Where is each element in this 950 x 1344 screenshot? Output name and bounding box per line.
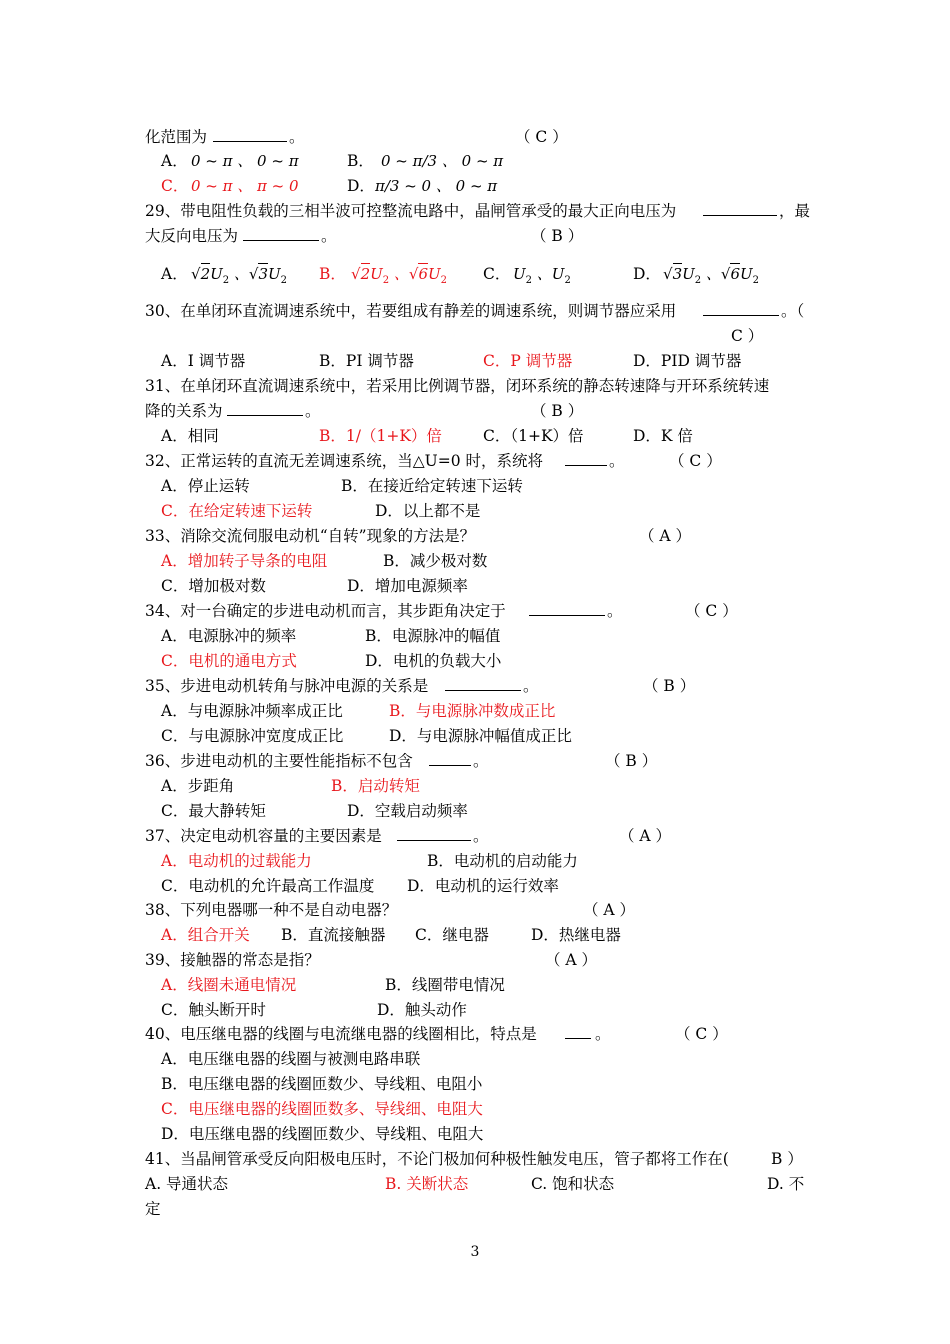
answer-blank [429, 750, 471, 766]
answer-key: （ C ） [669, 452, 722, 470]
question-36-options-cd: C．最大静转矩 D．空载启动频率 [161, 802, 468, 820]
correct-option-label: B． [319, 265, 346, 283]
answer-blank [213, 126, 287, 142]
question-35-options-cd: C．与电源脉冲宽度成正比 D．与电源脉冲幅值成正比 [161, 727, 572, 745]
question-39-stem: 39、接触器的常态是指？ （ A ） [145, 948, 810, 972]
option-b-formula: $√2U_2$ 、$√6U_2$ [351, 265, 448, 286]
question-36-options-ab: A．步距角 B．启动转矩 [145, 774, 810, 798]
question-39-options-cd: C．触头断开时 D．触头动作 [161, 1001, 467, 1019]
question-30-answer-line [145, 324, 810, 348]
answer-key: （ C ） [515, 128, 568, 146]
answer-key: B ） [771, 1150, 803, 1168]
question-31-stem: 31、在单闭环直流调速系统中，若采用比例调节器，闭环系统的静态转速降与开环系统转速 [145, 377, 770, 395]
option-a-formula: $√2U_2$ 、$√3U_2$ [191, 265, 288, 286]
question-39-options-ab: A．线圈未通电情况 B．线圈带电情况 [145, 973, 810, 997]
question-28-options-cd: C． 0 ~ π 、 π ~ 0 D． π/3 ~ 0 、 0 ~ π [145, 174, 810, 198]
question-32-options-cd: C．在给定转速下运转 D．以上都不是 [145, 499, 810, 523]
answer-blank [397, 825, 471, 841]
answer-blank [565, 1023, 591, 1039]
page-number: 3 [470, 1244, 480, 1260]
question-38-options: A．组合开关 B．直流接触器 C．继电器 D．热继电器 [145, 923, 810, 947]
answer-blank [445, 675, 521, 691]
correct-option: C．电机的通电方式 [161, 652, 297, 670]
question-37-options-ab: A．电动机的过载能力 B．电动机的启动能力 [145, 849, 810, 873]
option-d-formula: π/3 ~ 0 、 0 ~ π [375, 177, 498, 195]
question-38-stem: 38、下列电器哪一种不是自动电器？ （ A ） [145, 898, 810, 922]
question-31-options: A．相同 B．1/（1+K）倍 C．（1+K）倍 D．K 倍 [145, 424, 810, 448]
correct-option: C．在给定转速下运转 [161, 502, 313, 520]
correct-option: B. 关断状态 [385, 1175, 469, 1193]
question-40-option-d: D．电压继电器的线圈匝数少、导线粗、电阻大 [161, 1125, 484, 1143]
answer-blank [703, 300, 779, 316]
question-29-stem: 29、带电阻性负载的三相半波可控整流电路中，晶闸管承受的最大正向电压为 ，最 [145, 202, 811, 220]
option-c-formula: $U_2$ 、$U_2$ [513, 265, 571, 286]
question-37-options-cd: C．电动机的允许最高工作温度 D．电动机的运行效率 [161, 877, 559, 895]
correct-option: A．增加转子导条的电阻 [161, 552, 328, 570]
answer-key: （ A ） [619, 827, 672, 845]
answer-key: （ C ） [685, 602, 738, 620]
correct-option: C．P 调节器 [483, 352, 573, 370]
correct-option: B．1/（1+K）倍 [319, 427, 442, 445]
question-35-options-ab: A．与电源脉冲频率成正比 B．与电源脉冲数成正比 [145, 699, 810, 723]
correct-option: B．启动转矩 [331, 777, 420, 795]
correct-option: C．电压继电器的线圈匝数多、导线细、电阻大 [161, 1100, 483, 1118]
option-c-formula: 0 ~ π 、 π ~ 0 [191, 177, 299, 195]
question-33-options-cd: C．增加极对数 D．增加电源频率 [161, 577, 468, 595]
answer-key: （ A ） [545, 951, 598, 969]
question-32-stem: 32、正常运转的直流无差调速系统，当△U=0 时，系统将 。 （ C ） [145, 449, 810, 473]
option-b-formula: 0 ~ π/3 、 0 ~ π [381, 152, 504, 170]
question-30-options: A．I 调节器 B．PI 调节器 C．P 调节器 D．PID 调节器 [145, 349, 810, 373]
question-34-options-cd: C．电机的通电方式 D．电机的负载大小 [145, 649, 810, 673]
question-33-stem: 33、消除交流伺服电动机“自转”现象的方法是？ （ A ） [145, 524, 810, 548]
option-a-formula: 0 ~ π 、 0 ~ π [191, 152, 299, 170]
question-29-options: A． $√2U_2$ 、$√3U_2$ B． $√2U_2$ 、$√6U_2$ C． $U_2$ 、$U_2$ D． $√3U_2$ 、$√6U_2$ [145, 262, 810, 288]
question-33-options-ab: A．增加转子导条的电阻 B．减少极对数 [145, 549, 810, 573]
correct-option-label: C． [161, 177, 189, 195]
answer-key: （ B ） [643, 677, 696, 695]
question-32-options-ab: A．停止运转 B．在接近给定转速下运转 [161, 477, 523, 495]
answer-key: C ） [731, 327, 764, 345]
correct-option: A．电动机的过载能力 [161, 852, 312, 870]
question-34-stem: 34、对一台确定的步进电动机而言，其步距角决定于 。 （ C ） [145, 599, 810, 623]
question-35-stem: 35、步进电动机转角与脉冲电源的关系是 。 （ B ） [145, 674, 810, 698]
answer-key: （ B ） [605, 752, 658, 770]
question-41-options: A. 导通状态 B. 关断状态 C. 饱和状态 D. 不 [145, 1172, 810, 1196]
answer-key: （ B ） [531, 227, 584, 245]
answer-blank [529, 600, 605, 616]
question-28-stem: 化范围为 。 （ C ） [145, 125, 810, 149]
question-stem-text: 化范围为 [145, 128, 208, 146]
answer-key: （ B ） [531, 402, 584, 420]
question-34-options-ab: A．电源脉冲的频率 B．电源脉冲的幅值 [161, 627, 501, 645]
question-40-stem: 40、电压继电器的线圈与电流继电器的线圈相比，特点是 。 （ C ） [145, 1022, 810, 1046]
question-29-stem-cont: 大反向电压为 。 （ B ） [145, 224, 810, 248]
answer-blank [243, 225, 319, 241]
question-41-stem: 41、当晶闸管承受反向阳极电压时，不论门极加何种极性触发电压，管子都将工作在( B ） [145, 1147, 810, 1171]
answer-key: （ A ） [583, 901, 636, 919]
question-31-stem-cont: 降的关系为 。 （ B ） [145, 399, 810, 423]
question-28-options-ab: A． 0 ~ π 、 0 ~ π B． 0 ~ π/3 、 0 ~ π [145, 149, 810, 173]
correct-option: A．线圈未通电情况 [161, 976, 297, 994]
answer-blank [227, 400, 303, 416]
question-30-stem: 30、在单闭环直流调速系统中，若要组成有静差的调速系统，则调节器应采用 。（ [145, 302, 805, 320]
correct-option: B．与电源脉冲数成正比 [389, 702, 556, 720]
correct-option: A．组合开关 [161, 926, 250, 944]
answer-blank [703, 200, 777, 216]
question-40-option-a: A．电压继电器的线圈与被测电路串联 [161, 1050, 421, 1068]
question-40-option-c [145, 1097, 810, 1121]
option-d-formula: $√3U_2$ 、$√6U_2$ [663, 265, 760, 286]
answer-key: （ C ） [675, 1025, 728, 1043]
question-36-stem: 36、步进电动机的主要性能指标不包含 。 （ B ） [145, 749, 810, 773]
answer-blank [565, 450, 607, 466]
question-37-stem: 37、决定电动机容量的主要因素是 。 （ A ） [145, 824, 810, 848]
question-41-options-cont: 定 [145, 1200, 161, 1218]
answer-key: （ A ） [639, 527, 692, 545]
question-40-option-b: B．电压继电器的线圈匝数少、导线粗、电阻小 [161, 1075, 483, 1093]
